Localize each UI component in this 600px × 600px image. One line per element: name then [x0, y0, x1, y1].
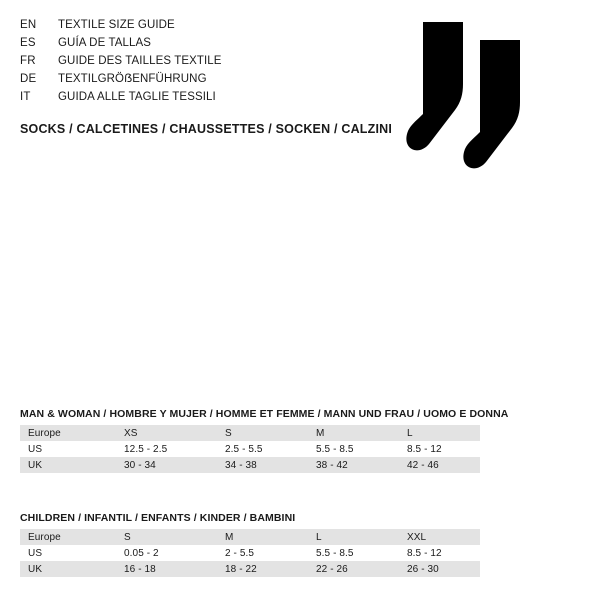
language-row: [20, 70, 410, 88]
language-text: TEXTILE SIZE GUIDE: [58, 19, 175, 31]
table-cell: 2 - 5.5: [217, 545, 308, 561]
language-text: GUIDA ALLE TAGLIE TESSILI: [58, 91, 216, 103]
language-code: DE: [20, 73, 37, 85]
table-cell: 16 - 18: [116, 561, 217, 577]
table-cell: 12.5 - 2.5: [116, 441, 217, 457]
table-cell: 8.5 - 12: [399, 441, 480, 457]
table-cell: L: [399, 425, 480, 441]
table-cell: US: [20, 545, 116, 561]
adult-size-table-block: [20, 408, 509, 473]
language-text: TEXTILGRÖẞENFÜHRUNG: [58, 73, 207, 85]
table-cell: XS: [116, 425, 217, 441]
table-cell: 22 - 26: [308, 561, 399, 577]
table-cell: Europe: [20, 529, 116, 545]
language-row: [20, 52, 410, 70]
table-cell: 26 - 30: [399, 561, 480, 577]
table-cell: 30 - 34: [116, 457, 217, 473]
language-code: ES: [20, 37, 36, 49]
language-row: [20, 34, 410, 52]
table-cell: 42 - 46: [399, 457, 480, 473]
table-cell: 18 - 22: [217, 561, 308, 577]
page-subtitle: SOCKS / CALCETINES / CHAUSSETTES / SOCKEN / CALZINI: [20, 122, 393, 136]
children-size-table-block: [20, 512, 480, 577]
language-text: GUIDE DES TAILLES TEXTILE: [58, 55, 222, 67]
table-row: [20, 529, 480, 545]
socks-icon: [405, 18, 570, 173]
table-cell: 0.05 - 2: [116, 545, 217, 561]
table-cell: M: [217, 529, 308, 545]
adult-table-title: MAN & WOMAN / HOMBRE Y MUJER / HOMME ET FEMME / MANN UND FRAU / UOMO E DONNA: [20, 408, 509, 420]
table-row: [20, 561, 480, 577]
table-row: [20, 425, 480, 441]
table-cell: M: [308, 425, 399, 441]
language-code: FR: [20, 55, 36, 67]
table-cell: US: [20, 441, 116, 457]
table-cell: S: [116, 529, 217, 545]
table-cell: Europe: [20, 425, 116, 441]
table-cell: 38 - 42: [308, 457, 399, 473]
table-row: [20, 441, 480, 457]
children-table-title: CHILDREN / INFANTIL / ENFANTS / KINDER / BAMBINI: [20, 512, 296, 524]
language-row: [20, 88, 410, 106]
table-cell: 34 - 38: [217, 457, 308, 473]
table-cell: 8.5 - 12: [399, 545, 480, 561]
table-cell: 2.5 - 5.5: [217, 441, 308, 457]
table-cell: UK: [20, 561, 116, 577]
table-cell: 5.5 - 8.5: [308, 545, 399, 561]
language-text: GUÍA DE TALLAS: [58, 37, 152, 49]
language-code: EN: [20, 19, 37, 31]
adult-size-table: [20, 425, 480, 473]
language-row: [20, 16, 410, 34]
table-cell: L: [308, 529, 399, 545]
table-cell: XXL: [399, 529, 480, 545]
children-size-table: [20, 529, 480, 577]
table-cell: 5.5 - 8.5: [308, 441, 399, 457]
table-row: [20, 545, 480, 561]
table-cell: UK: [20, 457, 116, 473]
language-code: IT: [20, 91, 31, 103]
header: [20, 16, 410, 136]
table-cell: S: [217, 425, 308, 441]
table-row: [20, 457, 480, 473]
